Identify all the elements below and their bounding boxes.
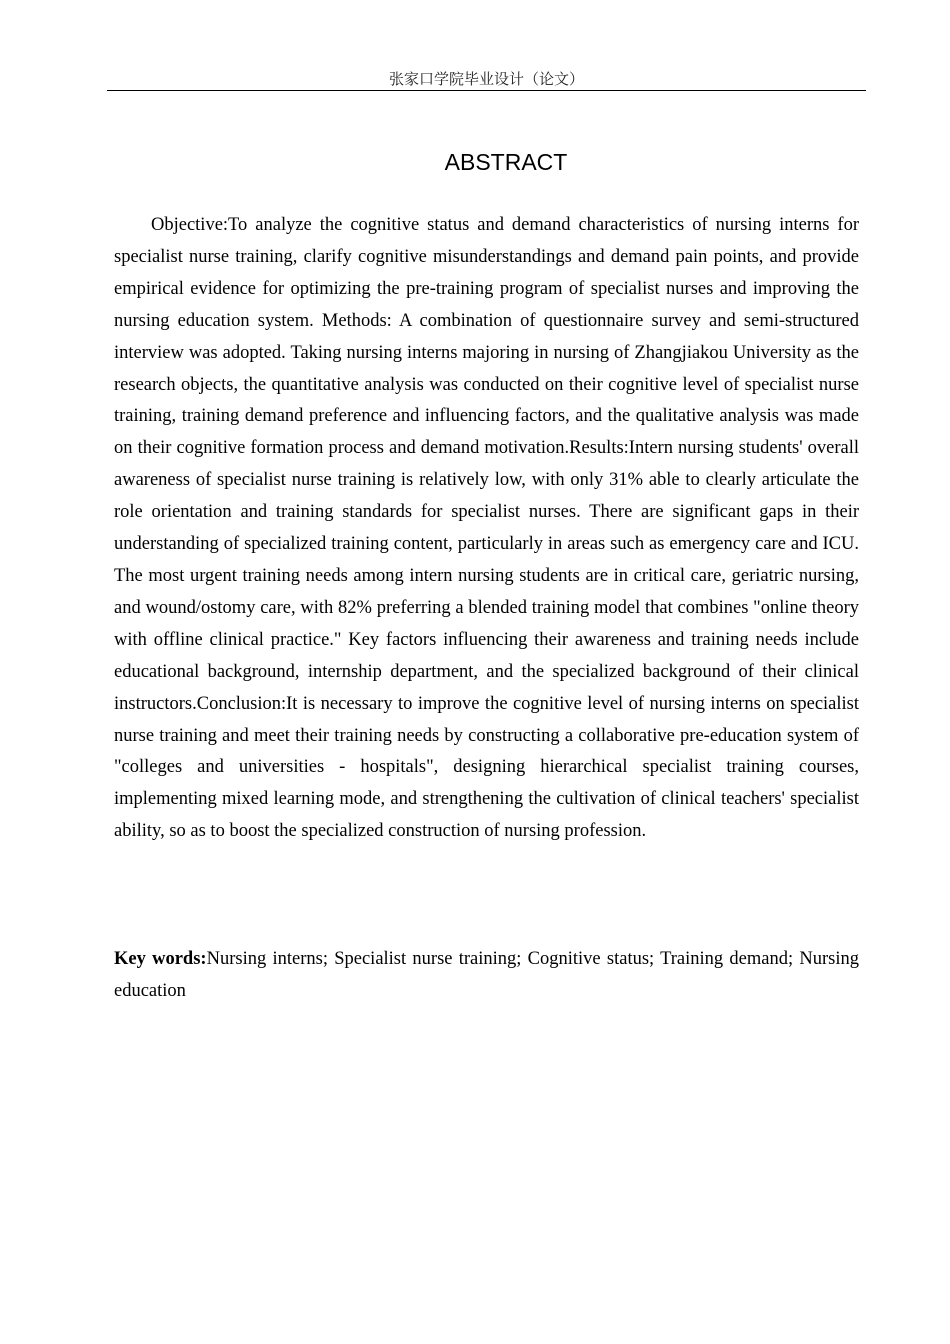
keywords-text: Nursing interns; Specialist nurse training; Cognitive status; Training demand; Nursing education [114,949,859,1001]
running-header: 张家口学院毕业设计（论文） [107,68,866,91]
abstract-title: ABSTRACT [444,149,568,175]
abstract-paragraph: Objective:To analyze the cognitive status and demand characteristics of nursing interns for specialist nurse training, clarify cognitive misunderstandings and demand pain points, and provide empirical evidence for optimizing the pre-training program of specialist nurses and improving the nursing education system. Methods: A combination of questionnaire survey and semi-structured interview was adopted. Taking nursing interns majoring in nursing of Zhangjiakou University as the research objects, the quantitative analysis was conducted on their cognitive level of specialist nurse training, training demand preference and influencing factors, and the qualitative analysis was made on their cognitive formation process and demand motivation.Results:Intern nursing students' overall awareness of specialist nurse training is relatively low, with only 31% able to clearly articulate the role orientation and training standards for specialist nurses. There are significant gaps in their understanding of specialized training content, particularly in areas such as emergency care and ICU. The most urgent training needs among intern nursing students are in critical care, geriatric nursing, and wound/ostomy care, with 82% preferring a blended training model that combines "online theory with offline clinical practice." Key factors influencing their awareness and training needs include educational background, internship department, and the specialized background of their clinical instructors.Conclusion:It is necessary to improve the cognitive level of nursing interns on specialist nurse training and meet their training needs by constructing a collaborative pre-education system of "colleges and universities - hospitals", designing hierarchical specialist training courses, implementing mixed learning mode, and strengthening the cultivation of clinical teachers' specialist ability, so as to boost the specialized construction of nursing profession. [114,215,859,842]
keywords-paragraph [114,944,859,1008]
keywords-label: Key words: [114,949,207,969]
